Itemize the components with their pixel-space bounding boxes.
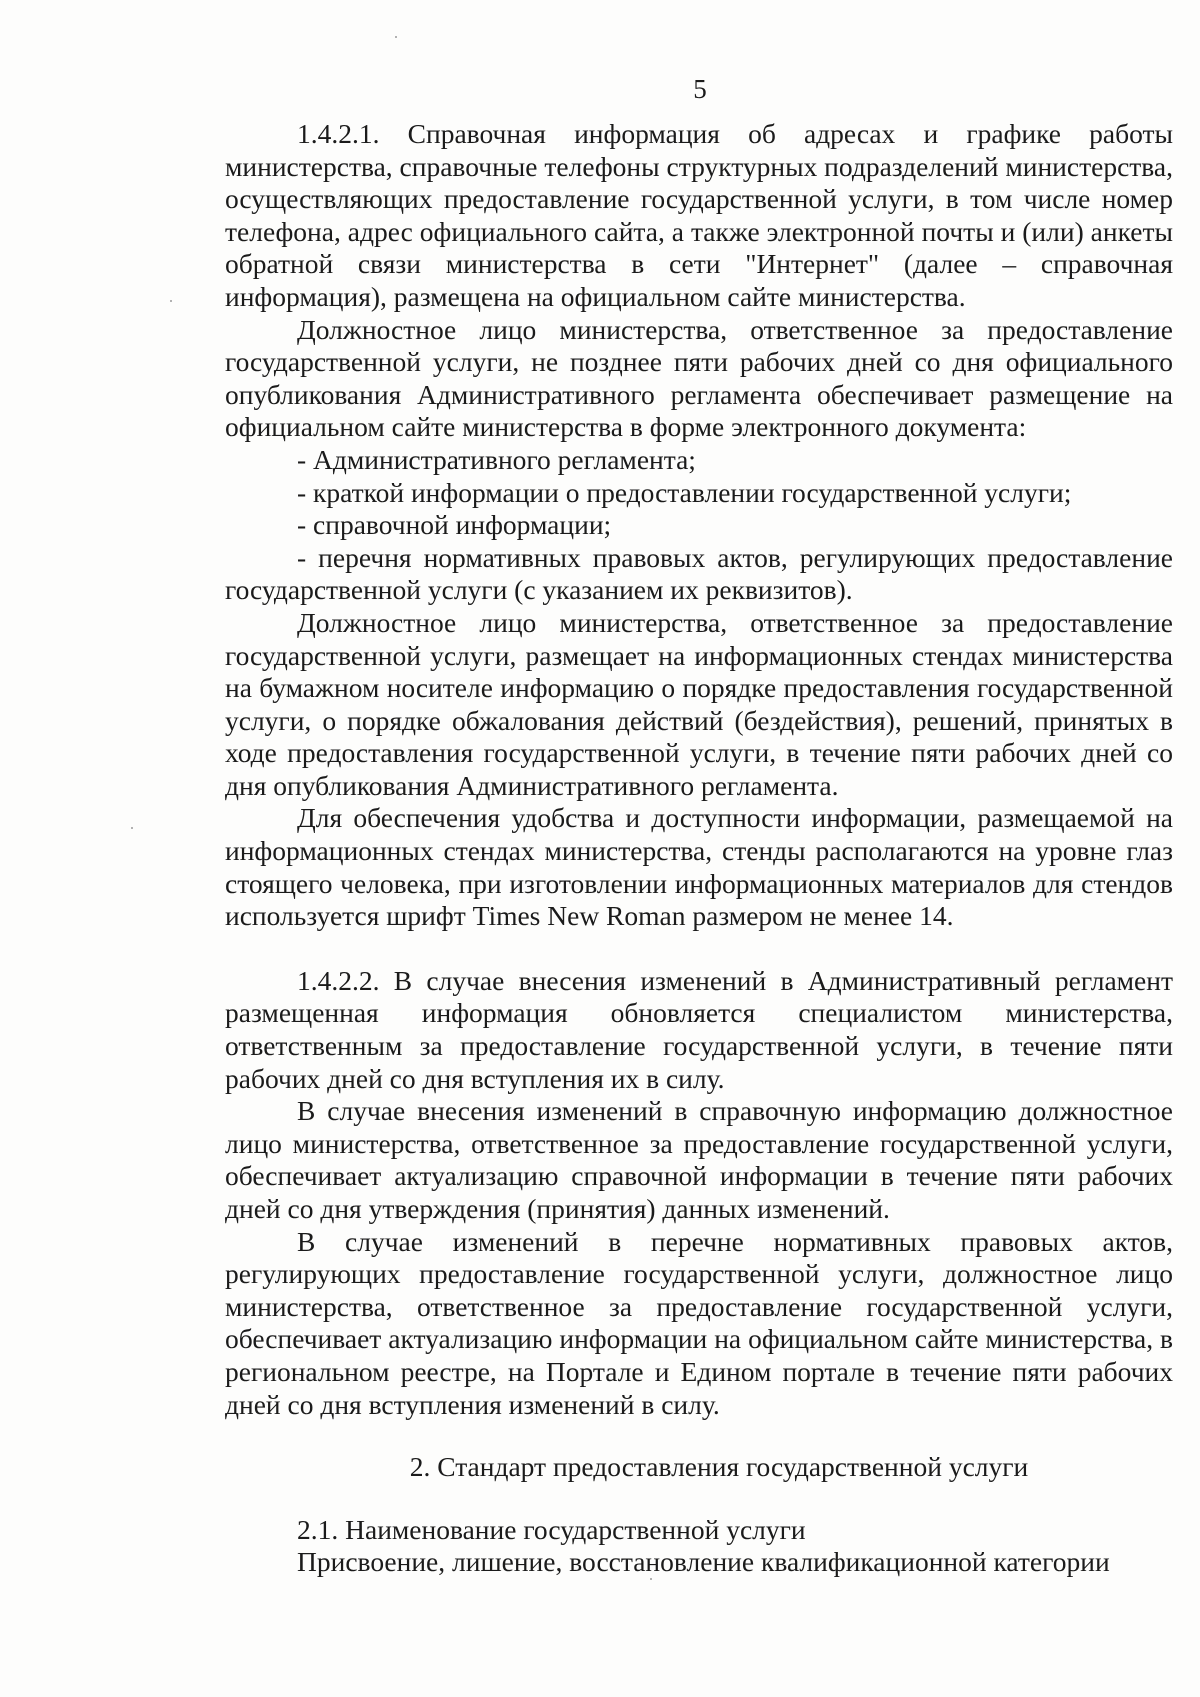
paragraph-1-4-2-2: 1.4.2.2. В случае внесения изменений в Административный регламент размещенная информация обновляется специалистом министерства, ответственным за предоставление государственной услуги, в течение пяти рабочих дней со дня вступления их в силу. (225, 964, 1173, 1094)
service-name-line: Присвоение, лишение, восстановление квалификационной категории (297, 1546, 1110, 1578)
list-item-brief-info: - краткой информации о предоставлении государственной услуги; (297, 476, 1072, 508)
list-item-regulation: - Административного регламента; (297, 443, 696, 475)
document-body (225, 118, 1173, 1579)
list-item-legal-acts: - перечня нормативных правовых актов, регулирующих предоставление государственной услуги (с указанием их реквизитов). (225, 541, 1173, 606)
paragraph-official-publication: Должностное лицо министерства, ответственное за предоставление государственной услуги, не позднее пяти рабочих дней со дня официального опубликования Административного регламента обеспечивает размещение на официальном сайте министерства в форме электронного документа: (225, 313, 1173, 443)
spacer (225, 1421, 1173, 1451)
paragraph-info-stands: Должностное лицо министерства, ответственное за предоставление государственной услуги, размещает на информационных стендах министерства на бумажном носителе информацию о порядке предоставления государственной услуги, о порядке обжалования действий (бездействия), решений, принятых в ходе предоставления государственной услуги, в течение пяти рабочих дней со дня опубликования Административного регламента. (225, 606, 1173, 801)
paragraph-reference-update: В случае внесения изменений в справочную информацию должностное лицо министерства, ответственное за предоставление государственной услуги, обеспечивает актуализацию справочной информации в течение пяти рабочих дней со дня утверждения (принятия) данных изменений. (225, 1095, 1173, 1224)
page-number: 5 (693, 74, 707, 104)
spacer (225, 933, 1173, 965)
spacer (225, 1484, 1173, 1514)
paragraph-legal-acts-update: В случае изменений в перечне нормативных правовых актов, регулирующих предоставление государственной услуги, должностное лицо министерства, ответственное за предоставление государственной услуги, обеспечивает актуализацию информации на официальном сайте министерства, в региональном реестре, на Портале и Едином портале в течение пяти рабочих дней со дня вступления изменений в силу. (225, 1225, 1173, 1420)
paragraph-1-4-2-1: 1.4.2.1. Справочная информация об адресах и графике работы министерства, справочные телефоны структурных подразделений министерства, осуществляющих предоставление государственной услуги, в том числе номер телефона, адрес официального сайта, а также электронной почты и (или) анкеты обратной связи министерства в сети "Интернет" (далее – справочная информация), размещена на официальном сайте министерства. (225, 118, 1173, 312)
subsection-heading: 2.1. Наименование государственной услуги (297, 1513, 806, 1545)
list-item-reference-info: - справочной информации; (297, 509, 612, 541)
paragraph-stands-font: Для обеспечения удобства и доступности информации, размещаемой на информационных стендах министерства, стенды располагаются на уровне глаз стоящего человека, при изготовлении информационных материалов для стендов используется шрифт Times New Roman размером не менее 14. (225, 802, 1173, 932)
section-heading: 2. Стандарт предоставления государственной услуги (409, 1451, 1029, 1483)
